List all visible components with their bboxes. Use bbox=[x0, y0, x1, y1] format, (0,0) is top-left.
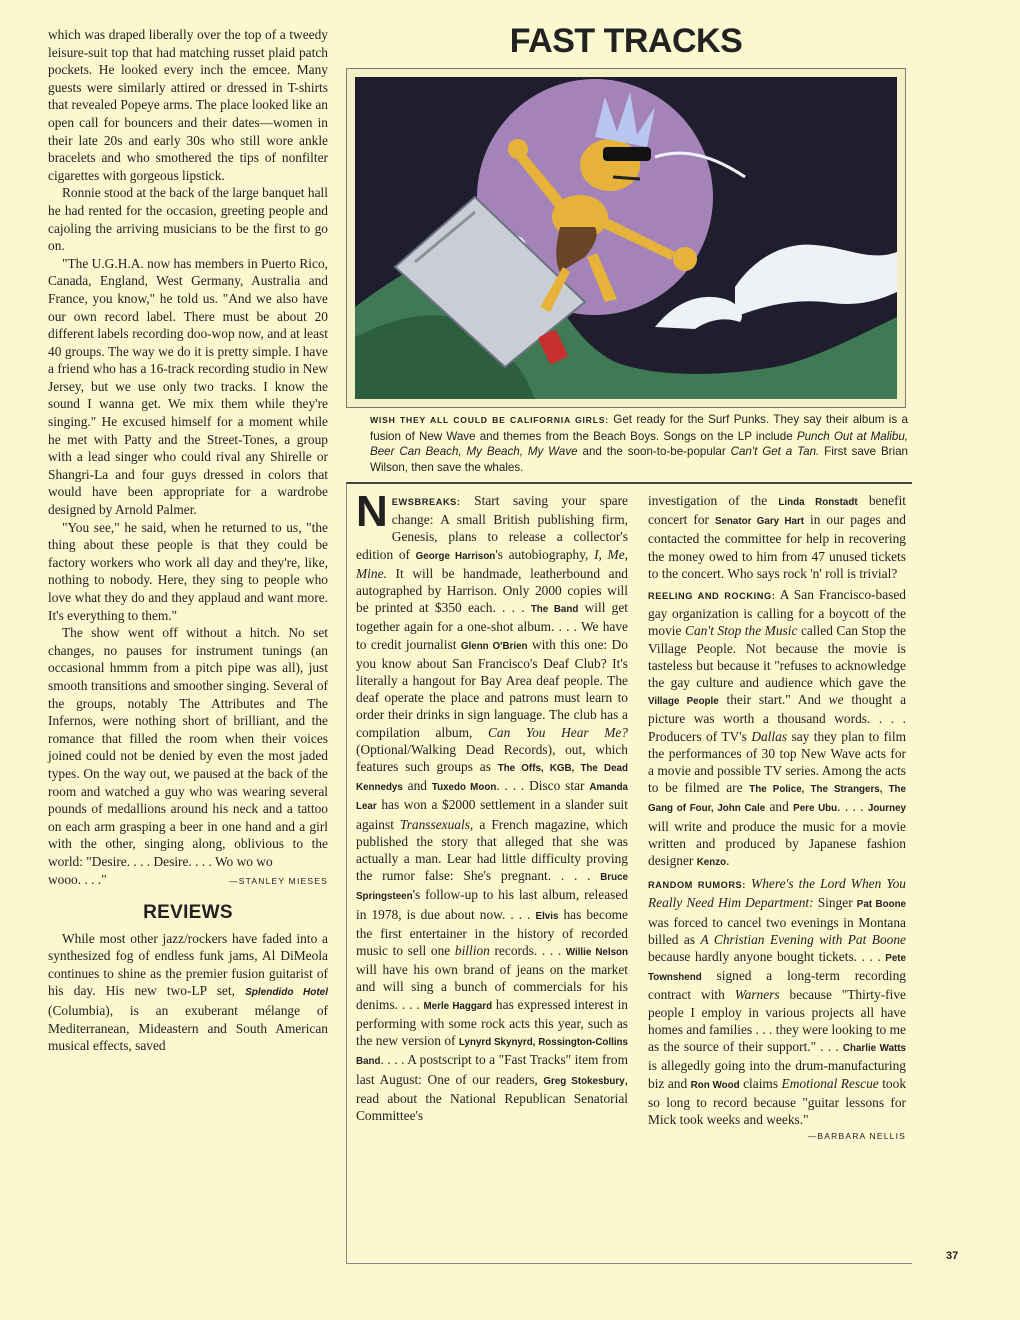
department-title: Where's the Lord When You Really Need Him Department: bbox=[648, 876, 906, 911]
person-name: Bruce Springsteen bbox=[356, 872, 628, 903]
surf-punk-illustration bbox=[355, 77, 897, 399]
news-text: took so long to record because "guitar lessons for Mick took weeks and weeks." bbox=[648, 1075, 907, 1127]
news-text: investigation of the bbox=[648, 493, 779, 508]
reviews-text: While most other jazz/rockers have faded into a synthesized fog of endless funk jams, Al DiMeola continues to shine as the premier fusion guitarist of his day. His new two-LP set, bbox=[48, 930, 328, 999]
band-name: The Band bbox=[530, 604, 579, 616]
person-name: Amanda Lear bbox=[356, 782, 628, 813]
reviews-paragraph bbox=[48, 930, 328, 1055]
news-text: in our pages and contacted the committee for help in recovering the money owed to him from 47 unused tickets to the concert. Who says rock 'n' roll is trivial? bbox=[648, 512, 906, 581]
band-name: Tuxedo Moon bbox=[431, 782, 497, 794]
news-text: . . . . Disco star bbox=[496, 778, 590, 794]
label-name: Warners bbox=[734, 987, 780, 1003]
article-paragraph: which was draped liberally over the top of a tweedy leisure-suit top that had matching russet plaid patch pockets. He looked every inch the emcee. Many guests were similarly attired or dressed in T-shirts that revealed Popeye arms. The place looked like an open call for bouncers and their dates—women in their late 20s and early 30s who still wore ankle bracelets and who smothered the tips of nonfilter cigarettes with gorgeous lipstick. bbox=[48, 27, 328, 183]
article-paragraph: The show went off without a hitch. No set changes, no pauses for instrument tunings (an occasional hmmm from a pitch pipe was all), just smooth transitions and smoother singing. Several of the groups, notably The Attributes and The Infernos, were nothing short of brilliant, and the romance that filled the room when their voices joined could not be denied by even the most jaded types. On the way out, we paused at the back of the room and watched a guy who was wearing several pounds of medallions around his neck and a tattoo on each arm grasping a beer in one hand and a girl with the other, singing along, oblivious to the world: "Desire. . . . Desire. . . . Wo wo wo bbox=[48, 625, 328, 869]
surfer-hand bbox=[673, 247, 697, 271]
photo-caption bbox=[370, 412, 908, 475]
section-title: FAST TRACKS bbox=[509, 22, 743, 60]
magazine-title: Transsexuals, bbox=[399, 816, 474, 832]
news-text: called Can Stop the Village People. Not because the movie is tasteless but because it "refuses to acknowledge the gay culture and audience which gave the bbox=[648, 623, 906, 691]
news-text: 's follow-up to his last album, released in 1978, is due about now. . . . bbox=[356, 887, 628, 922]
band-name: Pere Ubu bbox=[793, 803, 838, 815]
caption-song-list: Punch Out at Malibu, Beer Can Beach, My Beach, My Wave bbox=[370, 429, 908, 459]
teeth bbox=[613, 177, 640, 179]
band-name: Journey bbox=[867, 803, 906, 815]
section-kicker: REELING AND ROCKING: bbox=[648, 591, 776, 602]
person-name: Kenzo bbox=[696, 857, 727, 869]
news-text: claims bbox=[739, 1075, 782, 1091]
news-text: , read about the National Republican Senatorial Committee's bbox=[356, 1071, 628, 1123]
news-text: 's autobiography, bbox=[495, 546, 595, 562]
person-name: Senator Gary Hart bbox=[714, 516, 805, 528]
tv-title: Dallas bbox=[751, 728, 788, 744]
section-kicker: EWSBREAKS: bbox=[391, 497, 461, 507]
news-text: benefit concert for bbox=[648, 493, 907, 528]
news-text: is allegedly going into the drum-manufacturing biz and bbox=[648, 1058, 906, 1091]
news-text: . . . . bbox=[837, 799, 868, 815]
news-text: and bbox=[402, 778, 432, 794]
news-text: will have his own brand of jeans on the market and will sing a bunch of commercials for his denims. . . . bbox=[356, 962, 628, 1012]
band-name: Village People bbox=[648, 696, 719, 708]
person-name: Greg Stokesbury bbox=[543, 1075, 625, 1087]
right-column bbox=[648, 492, 906, 1145]
person-name: Elvis bbox=[535, 910, 559, 922]
person-name: Pat Boone bbox=[856, 899, 906, 911]
caption-text: Get ready for the Surf Punks. They say their album is a fusion of New Wave and themes from the Beach Boys. Songs on the LP include bbox=[370, 413, 908, 443]
reeling-paragraph bbox=[648, 586, 906, 871]
news-text: records. . . . bbox=[489, 943, 566, 959]
person-name: Ron Wood bbox=[690, 1079, 740, 1091]
news-text: their start." And bbox=[718, 692, 829, 708]
article-last-line: wooo. . . ." bbox=[48, 871, 107, 887]
news-text: because "Thirty-five people I employ in various projects all have homes and families . . . they were looking to me as the source of their support." . . . bbox=[648, 987, 906, 1055]
person-name: Merle Haggard bbox=[423, 1000, 493, 1012]
emphasis: billion bbox=[454, 943, 490, 959]
news-text: . . . . A postscript to a "Fast Tracks" item from last August: One of our readers, bbox=[356, 1052, 628, 1087]
newsbreaks-paragraph bbox=[356, 487, 629, 1124]
drop-cap: N bbox=[356, 487, 388, 536]
news-text: will write and produce the music for a movie written and produced by Japanese fashion designer bbox=[648, 818, 906, 869]
news-text: will get together again for a one-shot album. . . . We have to credit journalist bbox=[356, 600, 629, 652]
caption-song-title: Can't Get a Tan. bbox=[730, 445, 820, 459]
news-paragraph bbox=[648, 492, 906, 582]
news-text: a French magazine, which published the story that alleged that she was actually a man. Lear had little difficulty proving the rumor false: She's pregnant. . . . bbox=[356, 816, 628, 884]
emphasis: we bbox=[828, 692, 844, 708]
person-name: Charlie Watts bbox=[842, 1043, 906, 1055]
person-name: George Harrison bbox=[415, 550, 496, 562]
person-name: Pete Townshend bbox=[648, 953, 906, 984]
news-text: say they plan to film the performances of 30 top New Wave acts for a movie and possible TV series. Among the acts to be filmed are bbox=[648, 728, 906, 796]
news-text: It will be handmade, leatherbound and autographed by Harrison. Only 2000 copies will be printed at $350 each. . . . bbox=[356, 565, 628, 616]
caption-text: and the soon-to-be-popular bbox=[577, 445, 731, 459]
caption-kicker: WISH THEY ALL COULD BE CALIFORNIA GIRLS: bbox=[370, 415, 609, 425]
news-text: A San Francisco-based gay organization is calling for a boycott of the movie bbox=[648, 587, 906, 639]
person-name: Willie Nelson bbox=[565, 947, 628, 959]
news-text: was forced to cancel two evenings in Montana billed as bbox=[648, 914, 906, 947]
book-title: I, Me, Mine. bbox=[356, 546, 628, 581]
band-name: The Offs, KGB, The Dead Kennedys bbox=[356, 763, 628, 794]
section-kicker: RANDOM RUMORS: bbox=[648, 880, 746, 891]
rumors-paragraph bbox=[648, 875, 907, 1142]
article-paragraph: Ronnie stood at the back of the large banquet hall he had rented for the occasion, greeting people and cajoling the arriving musicians to be the first to go on. bbox=[48, 185, 328, 254]
news-text: (Optional/Walking Dead Records), out, which features such groups as bbox=[356, 741, 628, 775]
album-title: Splendido Hotel bbox=[245, 987, 328, 999]
sunglasses bbox=[603, 147, 651, 161]
news-text: with this one: Do you know about San Francisco's Deaf Club? It's literally a hangout for Bay Area deaf people. The deaf operate the place and patrons must learn to order their drinks in sign language. The club has a compilation album, bbox=[356, 636, 628, 740]
news-text: has become the first entertainer in the history of recorded music to sell one bbox=[356, 906, 628, 959]
band-name: Lynyrd Skynyrd, Rossington-Collins Band bbox=[356, 1037, 628, 1068]
album-title: Emotional Rescue bbox=[781, 1075, 879, 1091]
left-column bbox=[48, 26, 328, 1055]
caption-text: First save Brian Wilson, then save the whales. bbox=[370, 445, 909, 474]
surfer-hand bbox=[508, 139, 528, 159]
movie-title: Can't Stop the Music bbox=[685, 623, 798, 639]
album-title: Can You Hear Me? bbox=[487, 724, 628, 740]
news-text: Singer bbox=[813, 895, 857, 911]
byline: —STANLEY MIESES bbox=[229, 875, 328, 886]
surfer-head bbox=[580, 139, 640, 191]
news-text: . bbox=[726, 853, 730, 869]
byline: —BARBARA NELLIS bbox=[807, 1131, 906, 1142]
news-text: Start saving your spare change: A small British publishing firm, Genesis, plans to release a collector's edition of bbox=[356, 493, 628, 562]
news-text: has expressed interest in performing with some rock acts this year, such as the new version of bbox=[356, 996, 628, 1049]
page-number: 37 bbox=[946, 1250, 959, 1262]
reviews-text: (Columbia), is an exuberant mélange of Mediterranean, Mideastern and South American musical effects, saved bbox=[48, 1003, 328, 1054]
news-text: and bbox=[765, 799, 794, 815]
reviews-heading: REVIEWS bbox=[143, 902, 233, 924]
illustration-frame bbox=[346, 68, 906, 408]
person-name: Glenn O'Brien bbox=[460, 640, 528, 652]
event-title: A Christian Evening with Pat Boone bbox=[700, 931, 906, 947]
news-text: has won a $2000 settlement in a slander suit against bbox=[356, 797, 628, 832]
person-name: Linda Ronstadt bbox=[778, 497, 858, 508]
news-text: because hardly anyone bought tickets. . . . bbox=[648, 949, 886, 965]
band-name: The Police, The Strangers, The Gang of Four, John Cale bbox=[648, 784, 906, 815]
news-text: thought a picture was worth a thousand words. . . . Producers of TV's bbox=[648, 692, 907, 744]
article-ending bbox=[48, 871, 328, 891]
article-paragraph: "The U.G.H.A. now has members in Puerto Rico, Canada, England, West Germany, Australia and France, you know," he told us. "And we also have our own record label. There must be about 20 different labels recording doo-wop now, and at least 40 groups. The way we do it is pretty simple. I have a friend who has a 16-track recording studio in New Jersey, but we use only two tracks. I know the sound I wanna get. We mix them while they're singing." He excused himself for a moment while he met with Patty and the Street-Tones, a group with a lead singer who could rival any Shirelle or Shangri-La and four guys dressed in colors that would have been appropriate for a wardrobe designed by Arnold Palmer. bbox=[48, 255, 328, 518]
middle-column bbox=[356, 487, 629, 1124]
article-paragraph: "You see," he said, when he returned to us, "the thing about these people is that they could be factory workers who work all day and they're, like, nothing to nobody. Here, they sing to people who love what they do and they applaud and want more. It's everything to them." bbox=[48, 519, 328, 623]
news-text: signed a long-term recording contract with bbox=[648, 968, 906, 1003]
